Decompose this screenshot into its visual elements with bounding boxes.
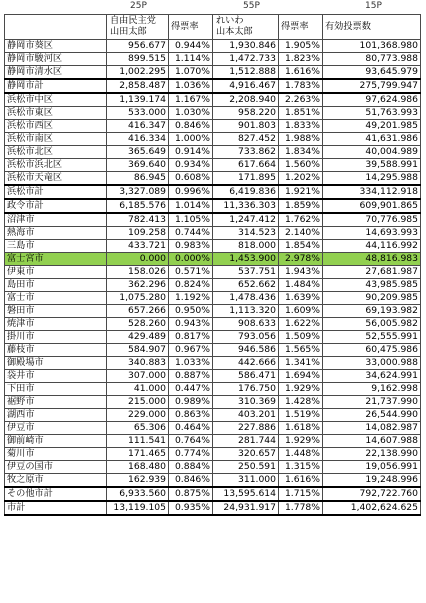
municipality-cell: 湖西市: [5, 409, 107, 422]
candidate-1-rate-cell: 0.935%: [169, 501, 213, 515]
valid-votes-cell: 1,402,624.625: [323, 501, 421, 515]
header-candidate-1-party: 自由民主党: [110, 15, 156, 26]
candidate-2-votes-cell: 6,419.836: [213, 185, 279, 199]
candidate-2-rate-cell: 1.509%: [279, 331, 323, 344]
table-row: [5, 159, 421, 172]
candidate-2-rate-cell: 1.929%: [279, 383, 323, 396]
candidate-1-votes-cell: 162.939: [107, 474, 169, 488]
candidate-1-rate-cell: 0.884%: [169, 461, 213, 474]
candidate-1-votes-cell: 899.515: [107, 53, 169, 66]
candidate-2-rate-cell: 1.428%: [279, 396, 323, 409]
municipality-cell: 下田市: [5, 383, 107, 396]
municipality-cell: 静岡市駿河区: [5, 53, 107, 66]
municipality-cell: 三島市: [5, 240, 107, 253]
candidate-1-rate-cell: 0.996%: [169, 185, 213, 199]
candidate-2-rate-cell: 1.943%: [279, 266, 323, 279]
valid-votes-cell: 69,193.982: [323, 305, 421, 318]
table-row: [5, 344, 421, 357]
candidate-1-votes-cell: 3,327.089: [107, 185, 169, 199]
candidate-2-votes-cell: 171.895: [213, 172, 279, 186]
candidate-2-votes-cell: 793.056: [213, 331, 279, 344]
candidate-2-votes-cell: 827.452: [213, 133, 279, 146]
results-body: [5, 15, 421, 516]
valid-votes-cell: 34,624.991: [323, 370, 421, 383]
candidate-1-votes-cell: 584.907: [107, 344, 169, 357]
page-label-1: 25P: [130, 1, 147, 11]
candidate-1-rate-cell: 1.000%: [169, 133, 213, 146]
candidate-2-votes-cell: 320.657: [213, 448, 279, 461]
candidate-1-votes-cell: 956.677: [107, 40, 169, 53]
candidate-2-votes-cell: 176.750: [213, 383, 279, 396]
candidate-1-votes-cell: 433.721: [107, 240, 169, 253]
candidate-1-rate-cell: 1.036%: [169, 79, 213, 93]
valid-votes-cell: 275,799.947: [323, 79, 421, 93]
table-row: [5, 396, 421, 409]
candidate-1-votes-cell: 109.258: [107, 227, 169, 240]
candidate-2-rate-cell: 1.622%: [279, 318, 323, 331]
candidate-2-votes-cell: 537.751: [213, 266, 279, 279]
candidate-2-rate-cell: 2.263%: [279, 93, 323, 107]
candidate-2-rate-cell: 1.823%: [279, 53, 323, 66]
candidate-2-rate-cell: 1.833%: [279, 120, 323, 133]
table-row: [5, 120, 421, 133]
candidate-2-rate-cell: 1.854%: [279, 240, 323, 253]
candidate-2-rate-cell: 1.988%: [279, 133, 323, 146]
valid-votes-cell: 14,082.987: [323, 422, 421, 435]
table-row: [5, 487, 421, 501]
candidate-2-votes-cell: 1,113.320: [213, 305, 279, 318]
candidate-2-votes-cell: 227.886: [213, 422, 279, 435]
candidate-2-votes-cell: 314.523: [213, 227, 279, 240]
candidate-1-votes-cell: 215.000: [107, 396, 169, 409]
candidate-1-rate-cell: 0.824%: [169, 279, 213, 292]
candidate-1-votes-cell: 365.649: [107, 146, 169, 159]
municipality-cell: 伊豆市: [5, 422, 107, 435]
table-row: [5, 422, 421, 435]
candidate-2-votes-cell: 733.862: [213, 146, 279, 159]
municipality-cell: 浜松市南区: [5, 133, 107, 146]
candidate-2-rate-cell: 1.519%: [279, 409, 323, 422]
candidate-1-votes-cell: 1,139.174: [107, 93, 169, 107]
candidate-1-rate-cell: 0.943%: [169, 318, 213, 331]
candidate-2-votes-cell: 11,336.303: [213, 199, 279, 213]
municipality-cell: 浜松市浜北区: [5, 159, 107, 172]
candidate-2-votes-cell: 24,931.917: [213, 501, 279, 515]
candidate-1-rate-cell: 1.105%: [169, 213, 213, 227]
table-row: [5, 435, 421, 448]
valid-votes-cell: 49,201.985: [323, 120, 421, 133]
municipality-cell: 焼津市: [5, 318, 107, 331]
valid-votes-cell: 9,162.998: [323, 383, 421, 396]
candidate-1-rate-cell: 0.887%: [169, 370, 213, 383]
valid-votes-cell: 41,631.986: [323, 133, 421, 146]
candidate-1-votes-cell: 0.000: [107, 253, 169, 266]
candidate-2-votes-cell: 946.586: [213, 344, 279, 357]
page-label-2: 55P: [243, 1, 260, 11]
municipality-cell: 菊川市: [5, 448, 107, 461]
valid-votes-cell: 21,737.990: [323, 396, 421, 409]
valid-votes-cell: 43,985.985: [323, 279, 421, 292]
header-candidate-2-party: れいわ: [216, 15, 244, 26]
candidate-1-rate-cell: 0.744%: [169, 227, 213, 240]
candidate-1-rate-cell: 0.464%: [169, 422, 213, 435]
municipality-cell: 政令市計: [5, 199, 107, 213]
municipality-cell: 富士市: [5, 292, 107, 305]
candidate-1-votes-cell: 65.306: [107, 422, 169, 435]
municipality-cell: 沼津市: [5, 213, 107, 227]
valid-votes-cell: 97,624.986: [323, 93, 421, 107]
table-row: [5, 318, 421, 331]
candidate-2-rate-cell: 1.905%: [279, 40, 323, 53]
candidate-2-votes-cell: 818.000: [213, 240, 279, 253]
candidate-1-votes-cell: 6,185.576: [107, 199, 169, 213]
candidate-2-votes-cell: 250.591: [213, 461, 279, 474]
candidate-1-rate-cell: 0.944%: [169, 40, 213, 53]
candidate-1-votes-cell: 533.000: [107, 107, 169, 120]
candidate-1-votes-cell: 416.347: [107, 120, 169, 133]
municipality-cell: 御前崎市: [5, 435, 107, 448]
municipality-cell: 市計: [5, 501, 107, 515]
candidate-1-rate-cell: 1.030%: [169, 107, 213, 120]
valid-votes-cell: 792,722.760: [323, 487, 421, 501]
valid-votes-cell: 27,681.987: [323, 266, 421, 279]
table-row: [5, 461, 421, 474]
candidate-1-votes-cell: 158.026: [107, 266, 169, 279]
candidate-2-votes-cell: 13,595.614: [213, 487, 279, 501]
municipality-cell: 島田市: [5, 279, 107, 292]
valid-votes-cell: 48,816.983: [323, 253, 421, 266]
candidate-1-rate-cell: 0.817%: [169, 331, 213, 344]
table-row: [5, 172, 421, 186]
valid-votes-cell: 44,116.992: [323, 240, 421, 253]
valid-votes-cell: 52,555.991: [323, 331, 421, 344]
table-row: [5, 53, 421, 66]
table-row: [5, 409, 421, 422]
table-row: [5, 40, 421, 53]
valid-votes-cell: 334,112.918: [323, 185, 421, 199]
candidate-2-votes-cell: 1,478.436: [213, 292, 279, 305]
municipality-cell: 御殿場市: [5, 357, 107, 370]
table-row: [5, 501, 421, 515]
valid-votes-cell: 14,693.993: [323, 227, 421, 240]
candidate-2-votes-cell: 403.201: [213, 409, 279, 422]
candidate-1-votes-cell: 229.000: [107, 409, 169, 422]
municipality-cell: 浜松市中区: [5, 93, 107, 107]
candidate-2-votes-cell: 2,208.940: [213, 93, 279, 107]
candidate-2-votes-cell: 901.803: [213, 120, 279, 133]
candidate-1-rate-cell: 0.934%: [169, 159, 213, 172]
candidate-2-votes-cell: 1,930.846: [213, 40, 279, 53]
candidate-2-rate-cell: 1.715%: [279, 487, 323, 501]
header-valid-votes: 有効投票数: [323, 15, 421, 40]
municipality-cell: 裾野市: [5, 396, 107, 409]
candidate-1-votes-cell: 1,002.295: [107, 66, 169, 80]
municipality-cell: 磐田市: [5, 305, 107, 318]
candidate-2-votes-cell: 652.662: [213, 279, 279, 292]
candidate-1-votes-cell: 2,858.487: [107, 79, 169, 93]
candidate-2-votes-cell: 586.471: [213, 370, 279, 383]
candidate-1-rate-cell: 0.950%: [169, 305, 213, 318]
table-row: [5, 279, 421, 292]
candidate-2-rate-cell: 1.616%: [279, 66, 323, 80]
candidate-1-votes-cell: 41.000: [107, 383, 169, 396]
table-row: [5, 199, 421, 213]
candidate-1-rate-cell: 0.608%: [169, 172, 213, 186]
valid-votes-cell: 101,368.980: [323, 40, 421, 53]
candidate-1-rate-cell: 0.000%: [169, 253, 213, 266]
candidate-1-rate-cell: 0.863%: [169, 409, 213, 422]
candidate-1-rate-cell: 1.192%: [169, 292, 213, 305]
candidate-1-votes-cell: 1,075.280: [107, 292, 169, 305]
candidate-2-rate-cell: 1.341%: [279, 357, 323, 370]
table-row: [5, 93, 421, 107]
municipality-cell: 藤枝市: [5, 344, 107, 357]
candidate-2-rate-cell: 1.565%: [279, 344, 323, 357]
candidate-1-votes-cell: 171.465: [107, 448, 169, 461]
candidate-1-rate-cell: 1.114%: [169, 53, 213, 66]
municipality-cell: 伊豆の国市: [5, 461, 107, 474]
header-rate-2: 得票率: [279, 15, 323, 40]
municipality-cell: 伊東市: [5, 266, 107, 279]
candidate-2-rate-cell: 1.859%: [279, 199, 323, 213]
header-candidate-1: [107, 15, 169, 40]
table-row: [5, 383, 421, 396]
candidate-1-rate-cell: 0.914%: [169, 146, 213, 159]
page-labels: [0, 0, 426, 14]
candidate-1-votes-cell: 111.541: [107, 435, 169, 448]
candidate-1-votes-cell: 340.883: [107, 357, 169, 370]
table-row: [5, 370, 421, 383]
page-label-3: 15P: [365, 1, 382, 11]
valid-votes-cell: 39,588.991: [323, 159, 421, 172]
candidate-1-rate-cell: 0.846%: [169, 120, 213, 133]
municipality-cell: 袋井市: [5, 370, 107, 383]
candidate-1-rate-cell: 0.989%: [169, 396, 213, 409]
candidate-2-votes-cell: 958.220: [213, 107, 279, 120]
header-candidate-2-name: 山本太郎: [216, 26, 253, 37]
table-row: [5, 213, 421, 227]
candidate-2-votes-cell: 1,247.412: [213, 213, 279, 227]
municipality-cell: 静岡市計: [5, 79, 107, 93]
candidate-2-votes-cell: 617.664: [213, 159, 279, 172]
table-row: [5, 185, 421, 199]
candidate-1-rate-cell: 0.764%: [169, 435, 213, 448]
candidate-2-rate-cell: 1.851%: [279, 107, 323, 120]
candidate-1-rate-cell: 0.774%: [169, 448, 213, 461]
candidate-2-rate-cell: 1.834%: [279, 146, 323, 159]
candidate-2-rate-cell: 1.778%: [279, 501, 323, 515]
candidate-1-rate-cell: 0.447%: [169, 383, 213, 396]
candidate-1-votes-cell: 6,933.560: [107, 487, 169, 501]
candidate-2-rate-cell: 1.921%: [279, 185, 323, 199]
municipality-cell: 静岡市清水区: [5, 66, 107, 80]
valid-votes-cell: 26,544.990: [323, 409, 421, 422]
valid-votes-cell: 22,138.990: [323, 448, 421, 461]
candidate-2-rate-cell: 1.694%: [279, 370, 323, 383]
candidate-2-rate-cell: 1.929%: [279, 435, 323, 448]
candidate-1-votes-cell: 168.480: [107, 461, 169, 474]
candidate-2-votes-cell: 4,916.467: [213, 79, 279, 93]
valid-votes-cell: 51,763.993: [323, 107, 421, 120]
table-row: [5, 474, 421, 488]
table-row: [5, 240, 421, 253]
table-row: [5, 448, 421, 461]
candidate-2-votes-cell: 442.666: [213, 357, 279, 370]
candidate-1-votes-cell: 528.260: [107, 318, 169, 331]
candidate-2-rate-cell: 1.618%: [279, 422, 323, 435]
table-row: [5, 133, 421, 146]
candidate-2-rate-cell: 1.609%: [279, 305, 323, 318]
municipality-cell: 熱海市: [5, 227, 107, 240]
candidate-2-votes-cell: 281.744: [213, 435, 279, 448]
header-rate-1: 得票率: [169, 15, 213, 40]
table-row: [5, 357, 421, 370]
candidate-2-rate-cell: 2.978%: [279, 253, 323, 266]
municipality-cell: 静岡市葵区: [5, 40, 107, 53]
table-row: [5, 79, 421, 93]
table-row: [5, 292, 421, 305]
candidate-1-votes-cell: 369.640: [107, 159, 169, 172]
valid-votes-cell: 93,645.979: [323, 66, 421, 80]
candidate-1-votes-cell: 429.489: [107, 331, 169, 344]
table-row: [5, 253, 421, 266]
municipality-cell: 牧之原市: [5, 474, 107, 488]
valid-votes-cell: 19,056.991: [323, 461, 421, 474]
table-row: [5, 66, 421, 80]
candidate-1-votes-cell: 657.266: [107, 305, 169, 318]
candidate-2-votes-cell: 908.633: [213, 318, 279, 331]
valid-votes-cell: 33,000.988: [323, 357, 421, 370]
valid-votes-cell: 90,209.985: [323, 292, 421, 305]
municipality-cell: 富士宮市: [5, 253, 107, 266]
candidate-2-votes-cell: 311.000: [213, 474, 279, 488]
candidate-1-votes-cell: 13,119.105: [107, 501, 169, 515]
municipality-cell: その他市計: [5, 487, 107, 501]
municipality-cell: 浜松市東区: [5, 107, 107, 120]
municipality-cell: 掛川市: [5, 331, 107, 344]
header-candidate-1-name: 山田太郎: [110, 26, 147, 37]
municipality-cell: 浜松市西区: [5, 120, 107, 133]
candidate-2-rate-cell: 1.202%: [279, 172, 323, 186]
candidate-1-votes-cell: 362.296: [107, 279, 169, 292]
valid-votes-cell: 56,005.982: [323, 318, 421, 331]
candidate-1-votes-cell: 416.334: [107, 133, 169, 146]
valid-votes-cell: 14,295.988: [323, 172, 421, 186]
candidate-1-votes-cell: 307.000: [107, 370, 169, 383]
candidate-1-votes-cell: 86.945: [107, 172, 169, 186]
header-candidate-2: [213, 15, 279, 40]
valid-votes-cell: 19,248.996: [323, 474, 421, 488]
candidate-2-votes-cell: 1,472.733: [213, 53, 279, 66]
candidate-1-rate-cell: 1.070%: [169, 66, 213, 80]
candidate-1-rate-cell: 0.967%: [169, 344, 213, 357]
candidate-2-votes-cell: 1,453.900: [213, 253, 279, 266]
table-row: [5, 146, 421, 159]
table-row: [5, 227, 421, 240]
valid-votes-cell: 70,776.985: [323, 213, 421, 227]
valid-votes-cell: 60,475.986: [323, 344, 421, 357]
candidate-1-rate-cell: 1.014%: [169, 199, 213, 213]
candidate-2-rate-cell: 1.448%: [279, 448, 323, 461]
candidate-1-rate-cell: 0.875%: [169, 487, 213, 501]
candidate-1-rate-cell: 0.983%: [169, 240, 213, 253]
candidate-1-rate-cell: 1.033%: [169, 357, 213, 370]
candidate-2-rate-cell: 1.762%: [279, 213, 323, 227]
valid-votes-cell: 14,607.988: [323, 435, 421, 448]
valid-votes-cell: 40,004.989: [323, 146, 421, 159]
candidate-2-votes-cell: 310.369: [213, 396, 279, 409]
municipality-cell: 浜松市北区: [5, 146, 107, 159]
candidate-2-rate-cell: 2.140%: [279, 227, 323, 240]
header-row: [5, 15, 421, 40]
table-row: [5, 266, 421, 279]
results-table: [4, 14, 421, 516]
header-municipality: [5, 15, 107, 40]
candidate-2-rate-cell: 1.484%: [279, 279, 323, 292]
candidate-2-rate-cell: 1.616%: [279, 474, 323, 488]
municipality-cell: 浜松市天竜区: [5, 172, 107, 186]
valid-votes-cell: 80,773.988: [323, 53, 421, 66]
table-row: [5, 107, 421, 120]
table-row: [5, 305, 421, 318]
candidate-2-votes-cell: 1,512.888: [213, 66, 279, 80]
candidate-1-rate-cell: 0.571%: [169, 266, 213, 279]
valid-votes-cell: 609,901.865: [323, 199, 421, 213]
table-row: [5, 331, 421, 344]
candidate-2-rate-cell: 1.315%: [279, 461, 323, 474]
municipality-cell: 浜松市計: [5, 185, 107, 199]
candidate-1-votes-cell: 782.413: [107, 213, 169, 227]
candidate-1-rate-cell: 1.167%: [169, 93, 213, 107]
candidate-2-rate-cell: 1.639%: [279, 292, 323, 305]
candidate-2-rate-cell: 1.783%: [279, 79, 323, 93]
candidate-2-rate-cell: 1.560%: [279, 159, 323, 172]
candidate-1-rate-cell: 0.846%: [169, 474, 213, 488]
